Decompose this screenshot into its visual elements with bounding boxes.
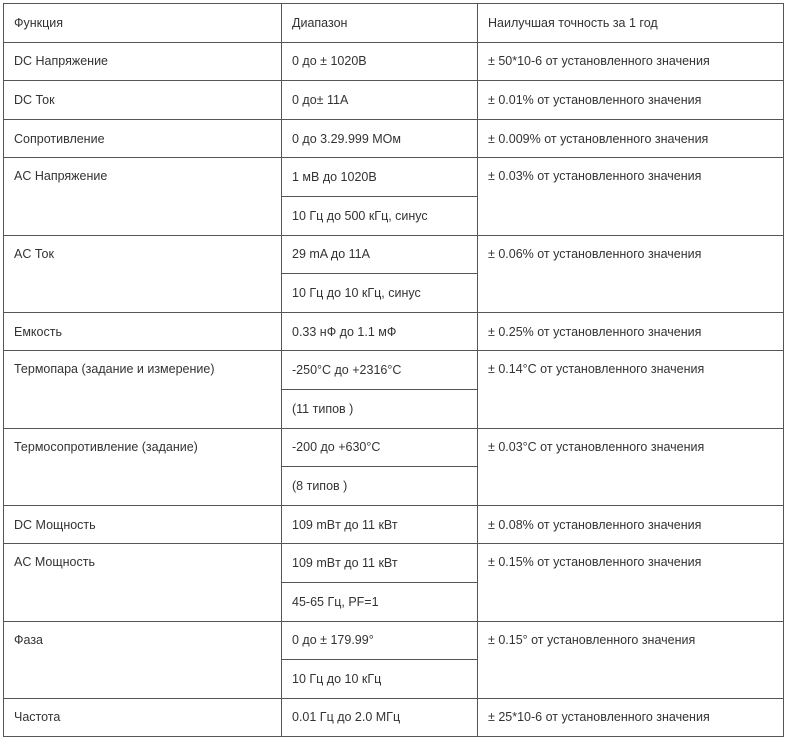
range-cell: (11 типов ) bbox=[282, 389, 478, 428]
range-cell: 109 mBт до 11 кВт bbox=[282, 505, 478, 544]
range-cell: 1 мВ до 1020В bbox=[282, 158, 478, 197]
table-row bbox=[4, 235, 784, 274]
function-cell: AC Напряжение bbox=[4, 158, 282, 235]
range-cell: -200 до +630°С bbox=[282, 428, 478, 467]
accuracy-cell: ± 0.06% от установленного значения bbox=[478, 235, 784, 312]
accuracy-cell: ± 0.03% от установленного значения bbox=[478, 158, 784, 235]
range-cell: -250°С до +2316°С bbox=[282, 351, 478, 390]
function-cell: DC Напряжение bbox=[4, 42, 282, 81]
accuracy-cell: ± 0.15% от установленного значения bbox=[478, 544, 784, 621]
function-cell: Емкость bbox=[4, 312, 282, 351]
table-row bbox=[4, 351, 784, 390]
header-range: Диапазон bbox=[282, 4, 478, 43]
function-cell: Термосопротивление (задание) bbox=[4, 428, 282, 505]
accuracy-cell: ± 0.01% от установленного значения bbox=[478, 81, 784, 120]
accuracy-cell: ± 0.08% от установленного значения bbox=[478, 505, 784, 544]
range-cell: 10 Гц до 500 кГц, синус bbox=[282, 196, 478, 235]
table-row bbox=[4, 698, 784, 737]
range-cell: 0 до± 11А bbox=[282, 81, 478, 120]
table-row bbox=[4, 428, 784, 467]
range-cell: 0.33 нФ до 1.1 мФ bbox=[282, 312, 478, 351]
function-cell: Фаза bbox=[4, 621, 282, 698]
table-row bbox=[4, 119, 784, 158]
range-cell: 0 до 3.29.999 МОм bbox=[282, 119, 478, 158]
accuracy-cell: ± 0.009% от установленного значения bbox=[478, 119, 784, 158]
accuracy-cell: ± 25*10-6 от установленного значения bbox=[478, 698, 784, 737]
accuracy-cell: ± 50*10-6 от установленного значения bbox=[478, 42, 784, 81]
function-cell: Частота bbox=[4, 698, 282, 737]
accuracy-cell: ± 0.03°С от установленного значения bbox=[478, 428, 784, 505]
specifications-table bbox=[3, 3, 784, 737]
range-cell: 0 до ± 1020В bbox=[282, 42, 478, 81]
table-row bbox=[4, 81, 784, 120]
table-row bbox=[4, 42, 784, 81]
range-cell: 10 Гц до 10 кГц bbox=[282, 660, 478, 699]
function-cell: Сопротивление bbox=[4, 119, 282, 158]
range-cell: 109 mBт до 11 кВт bbox=[282, 544, 478, 583]
header-row bbox=[4, 4, 784, 43]
function-cell: DC Мощность bbox=[4, 505, 282, 544]
function-cell: AC Ток bbox=[4, 235, 282, 312]
function-cell: AC Мощность bbox=[4, 544, 282, 621]
function-cell: DC Ток bbox=[4, 81, 282, 120]
function-cell: Термопара (задание и измерение) bbox=[4, 351, 282, 428]
header-accuracy: Наилучшая точность за 1 год bbox=[478, 4, 784, 43]
table-body bbox=[4, 42, 784, 737]
range-cell: (8 типов ) bbox=[282, 467, 478, 506]
accuracy-cell: ± 0.15° от установленного значения bbox=[478, 621, 784, 698]
range-cell: 45-65 Гц, PF=1 bbox=[282, 582, 478, 621]
table-row bbox=[4, 312, 784, 351]
range-cell: 0 до ± 179.99° bbox=[282, 621, 478, 660]
table-row bbox=[4, 621, 784, 660]
range-cell: 10 Гц до 10 кГц, синус bbox=[282, 274, 478, 313]
accuracy-cell: ± 0.25% от установленного значения bbox=[478, 312, 784, 351]
header-function: Функция bbox=[4, 4, 282, 43]
accuracy-cell: ± 0.14°С от установленного значения bbox=[478, 351, 784, 428]
range-cell: 0.01 Гц до 2.0 МГц bbox=[282, 698, 478, 737]
table-row bbox=[4, 158, 784, 197]
range-cell: 29 mA до 11А bbox=[282, 235, 478, 274]
table-row bbox=[4, 505, 784, 544]
table-row bbox=[4, 544, 784, 583]
